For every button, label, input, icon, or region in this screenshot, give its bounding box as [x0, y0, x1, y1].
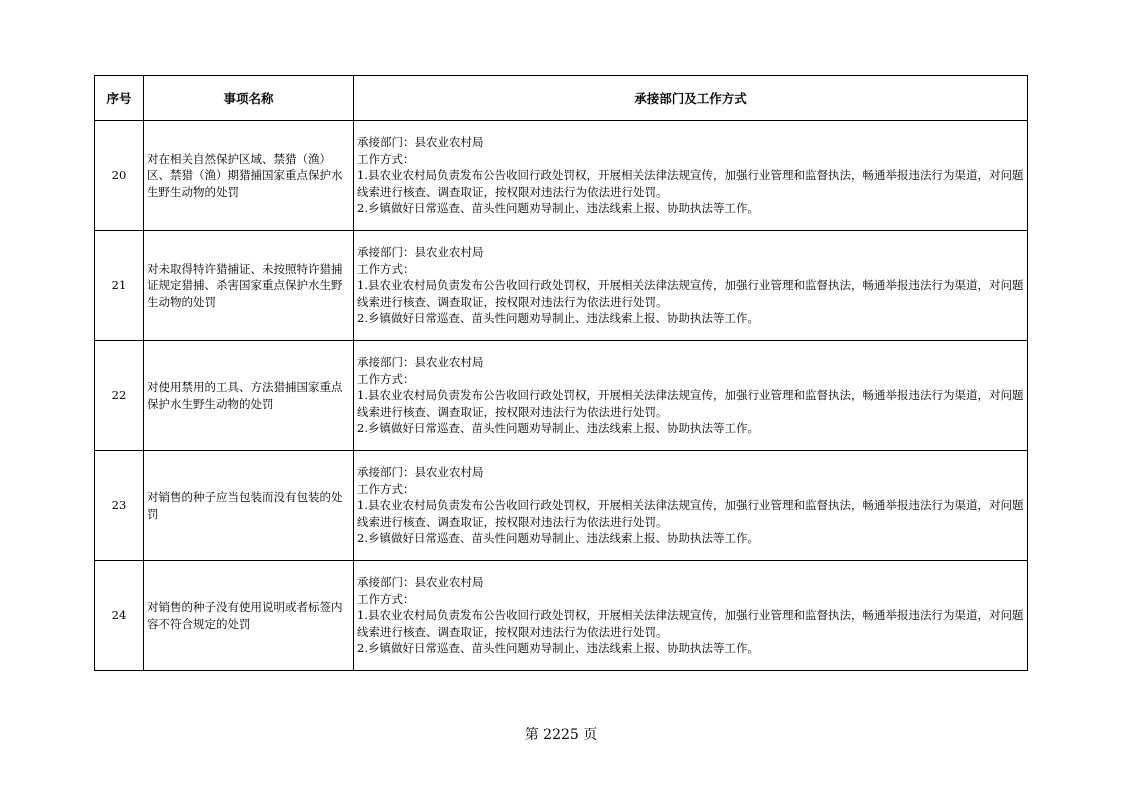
items-table: [94, 75, 1028, 671]
table-row: [95, 561, 1028, 671]
table-row: [95, 231, 1028, 341]
row-serial-number: 22: [95, 341, 144, 451]
method-label: 工作方式：: [357, 151, 415, 166]
row-item-name: 对使用禁用的工具、方法猎捕国家重点保护水生野生动物的处罚: [144, 341, 354, 451]
row-item-name: 对未取得特许猎捕证、未按照特许猎捕证规定猎捕、杀害国家重点保护水生野生动物的处罚: [144, 231, 354, 341]
row-serial-number: 24: [95, 561, 144, 671]
header-item-name: 事项名称: [144, 76, 354, 121]
method-item-2: 2.乡镇做好日常巡查、苗头性问题劝导制止、违法线索上报、协助执法等工作。: [357, 421, 759, 436]
department-line: 承接部门：县农业农村局: [357, 465, 484, 480]
row-serial-number: 21: [95, 231, 144, 341]
department-line: 承接部门：县农业农村局: [357, 245, 484, 260]
method-item-2: 2.乡镇做好日常巡查、苗头性问题劝导制止、违法线索上报、协助执法等工作。: [357, 531, 759, 546]
row-department-method: [354, 121, 1028, 231]
method-item-1: 1.县农业农村局负责发布公告收回行政处罚权，开展相关法律法规宣传，加强行业管理和监督执法，畅通举报违法行为渠道，对问题线索进行核查、调查取证，按权限对违法行为依法进行处罚。: [357, 498, 1024, 529]
method-label: 工作方式：: [357, 371, 415, 386]
row-serial-number: 20: [95, 121, 144, 231]
row-item-name: 对在相关自然保护区域、禁猎（渔）区、禁猎（渔）期猎捕国家重点保护水生野生动物的处罚: [144, 121, 354, 231]
table-row: [95, 451, 1028, 561]
method-item-2: 2.乡镇做好日常巡查、苗头性问题劝导制止、违法线索上报、协助执法等工作。: [357, 641, 759, 656]
table-row: [95, 341, 1028, 451]
method-label: 工作方式：: [357, 481, 415, 496]
row-department-method: [354, 231, 1028, 341]
row-department-method: [354, 451, 1028, 561]
row-serial-number: 23: [95, 451, 144, 561]
method-label: 工作方式：: [357, 591, 415, 606]
method-item-1: 1.县农业农村局负责发布公告收回行政处罚权，开展相关法律法规宣传，加强行业管理和监督执法，畅通举报违法行为渠道，对问题线索进行核查、调查取证，按权限对违法行为依法进行处罚。: [357, 388, 1024, 419]
method-label: 工作方式：: [357, 261, 415, 276]
department-line: 承接部门：县农业农村局: [357, 575, 484, 590]
method-item-1: 1.县农业农村局负责发布公告收回行政处罚权，开展相关法律法规宣传，加强行业管理和监督执法，畅通举报违法行为渠道，对问题线索进行核查、调查取证，按权限对违法行为依法进行处罚。: [357, 168, 1024, 199]
row-item-name: 对销售的种子应当包装而没有包装的处罚: [144, 451, 354, 561]
table-row: [95, 121, 1028, 231]
table-header-row: [95, 76, 1028, 121]
department-line: 承接部门：县农业农村局: [357, 355, 484, 370]
method-item-1: 1.县农业农村局负责发布公告收回行政处罚权，开展相关法律法规宣传，加强行业管理和监督执法，畅通举报违法行为渠道，对问题线索进行核查、调查取证，按权限对违法行为依法进行处罚。: [357, 608, 1024, 639]
method-item-2: 2.乡镇做好日常巡查、苗头性问题劝导制止、违法线索上报、协助执法等工作。: [357, 311, 759, 326]
row-department-method: [354, 561, 1028, 671]
method-item-1: 1.县农业农村局负责发布公告收回行政处罚权，开展相关法律法规宣传，加强行业管理和监督执法，畅通举报违法行为渠道，对问题线索进行核查、调查取证，按权限对违法行为依法进行处罚。: [357, 278, 1024, 309]
document-table-container: [94, 75, 1027, 671]
method-item-2: 2.乡镇做好日常巡查、苗头性问题劝导制止、违法线索上报、协助执法等工作。: [357, 201, 759, 216]
department-line: 承接部门：县农业农村局: [357, 135, 484, 150]
row-item-name: 对销售的种子没有使用说明或者标签内容不符合规定的处罚: [144, 561, 354, 671]
row-department-method: [354, 341, 1028, 451]
header-serial-number: 序号: [95, 76, 144, 121]
page-number-footer: 第 2225 页: [524, 727, 598, 743]
header-department-method: 承接部门及工作方式: [354, 76, 1028, 121]
